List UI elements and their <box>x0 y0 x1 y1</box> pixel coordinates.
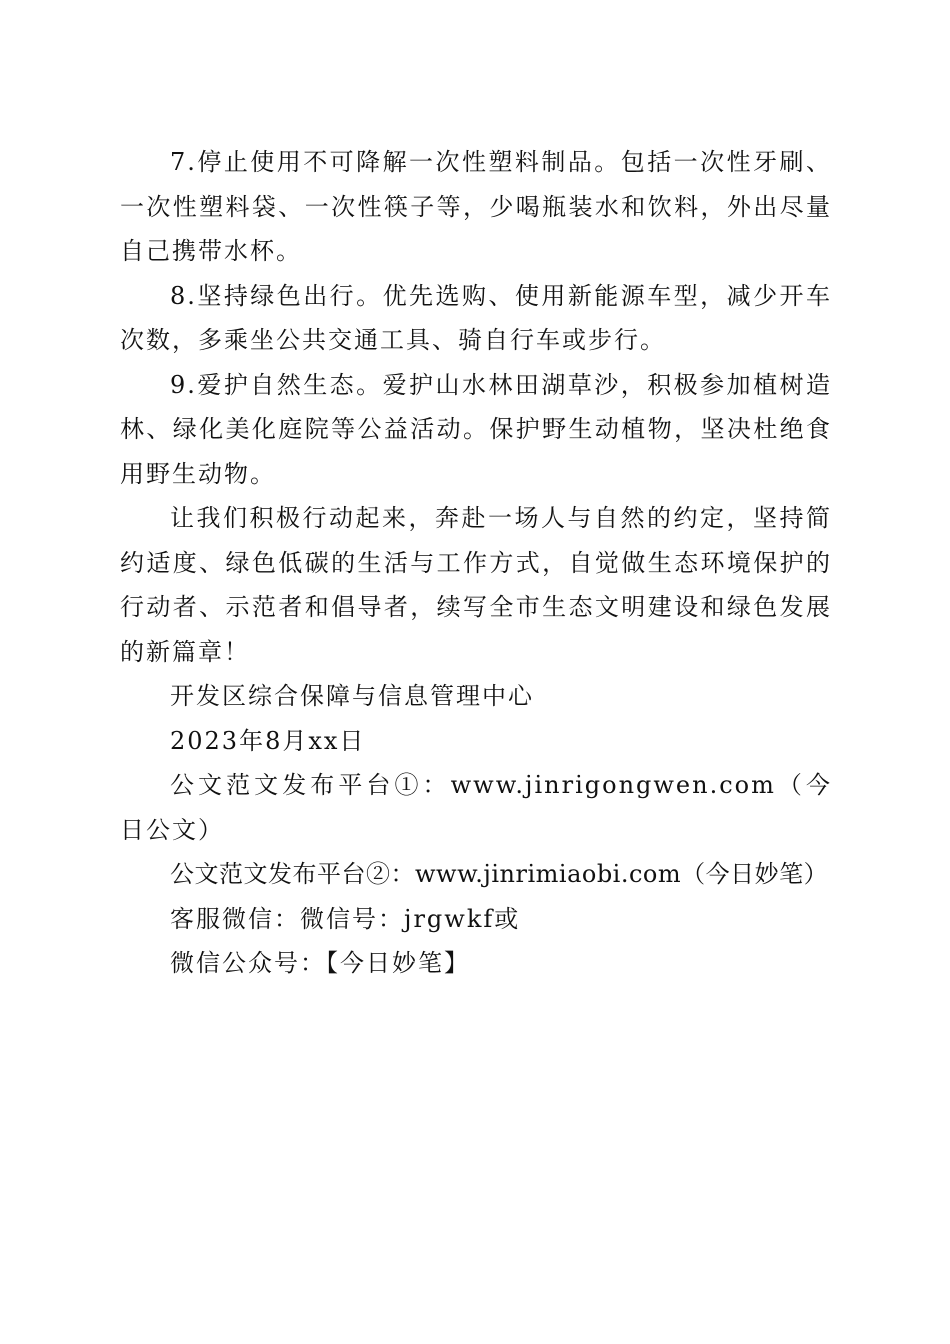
signature-organization: 开发区综合保障与信息管理中心 <box>170 682 534 710</box>
closing-paragraph: 让我们积极行动起来，奔赴一场人与自然的约定，坚持简约适度、绿色低碳的生活与工作方式，自觉做生态环境保护的行动者、示范者和倡导者，续写全市生态文明建设和绿色发展的新篇章！ <box>120 504 832 666</box>
document-body <box>120 140 832 986</box>
platform-link-1: 公文范文发布平台①：www.jinrigongwen.com（今日公文） <box>120 771 832 844</box>
paragraph-item-9: 9.爱护自然生态。爱护山水林田湖草沙，积极参加植树造林、绿化美化庭院等公益活动。保护野生动植物，坚决杜绝食用野生动物。 <box>120 370 832 488</box>
signature-date: 2023年8月xx日 <box>170 726 366 755</box>
platform-link-2: 公文范文发布平台②：www.jinrimiaobi.com（今日妙笔） <box>170 860 829 888</box>
official-account: 微信公众号：【今日妙笔】 <box>170 949 470 977</box>
paragraph-item-8: 8.坚持绿色出行。优先选购、使用新能源车型，减少开车次数，多乘坐公共交通工具、骑自行车或步行。 <box>120 281 832 354</box>
customer-service-wechat: 客服微信：微信号：jrgwkf或 <box>170 904 521 933</box>
paragraph-item-7: 7.停止使用不可降解一次性塑料制品。包括一次性牙刷、一次性塑料袋、一次性筷子等，少喝瓶装水和饮料，外出尽量自己携带水杯。 <box>120 148 832 265</box>
